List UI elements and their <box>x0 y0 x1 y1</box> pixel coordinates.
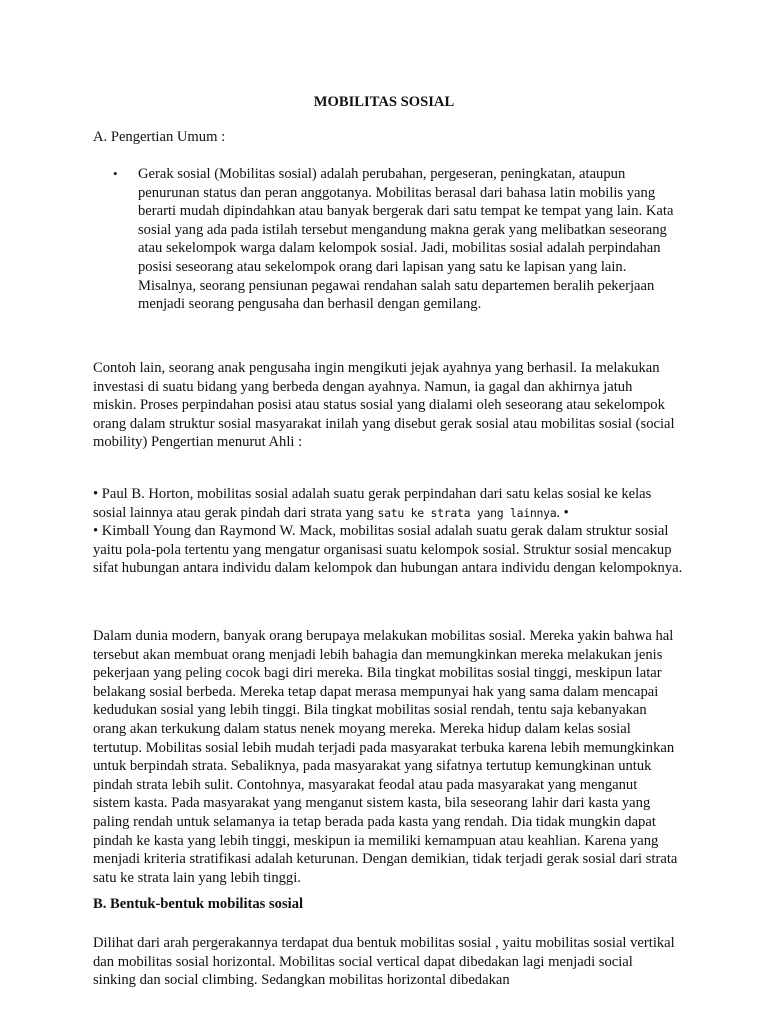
bullet-marker: • <box>113 166 118 181</box>
expert-definition-horton <box>93 485 683 522</box>
paragraph-modern-world: Dalam dunia modern, banyak orang berupaya melakukan mobilitas sosial. Mereka yakin bahwa hal tersebut akan membuat orang menjadi lebih bahagia dan memungkinkan mereka melakukan jenis pekerjaan yang peling cocok bagi diri mereka. Bila tingkat mobilitas sosial tinggi, meskipun latar belakang sosial berbeda. Mereka tetap dapat merasa mempunyai hak yang sama dalam mencapai kedudukan sosial yang lebih tinggi. Bila tingkat mobilitas sosial rendah, tentu saja kebanyakan orang akan terkukung dalam status nenek moyang mereka. Mereka hidup dalam kelas sosial tertutup. Mobilitas sosial lebih mudah terjadi pada masyarakat terbuka karena lebih memungkinkan untuk berpindah strata. Sebaliknya, pada masyarakat yang sifatnya tertutup kemungkinan untuk pindah strata lebih sulit. Contohnya, masyarakat feodal atau pada masyarakat yang menganut sistem kasta. Pada masyarakat yang menganut sistem kasta, bila seseorang lahir dari kasta yang paling rendah untuk selamanya ia tetap berada pada kasta yang rendah. Dia tidak mungkin dapat pindah ke kasta yang lebih tinggi, meskipun ia memiliki kemampuan atau keahlian. Karena yang menjadi kriteria stratifikasi adalah keturunan. Dengan demikian, tidak terjadi gerak sosial dari strata satu ke strata lain yang lebih tinggi. <box>93 628 678 886</box>
document-title: MOBILITAS SOSIAL <box>313 94 455 110</box>
definition-bullet: Gerak sosial (Mobilitas sosial) adalah perubahan, pergeseran, peningkatan, ataupun penurunan status dan peran anggotanya. Mobilitas berasal dari bahasa latin mobilis yang berarti mudah dipindahkan atau banyak bergerak dari satu tempat ke tempat yang lain. Kata sosial yang ada pada istilah tersebut mengandung makna gerak yang melibatkan seseorang atau sekelompok warga dalam kelompok sosial. Jadi, mobilitas sosial adalah perpindahan posisi seseorang atau sekelompok orang dari lapisan yang satu ke lapisan yang lain. Misalnya, seorang pensiunan pegawai rendahan salah satu departemen beralih pekerjaan menjadi seorang pengusaha dan berhasil dengan gemilang. <box>138 166 674 313</box>
expert-definition-horton-tail: satu ke strata yang lainnya <box>377 505 557 520</box>
section-a-heading: A. Pengertian Umum : <box>93 129 226 145</box>
expert-definitions-list <box>93 485 683 578</box>
expert-definition-young-mack: • Kimball Young dan Raymond W. Mack, mobilitas sosial adalah suatu gerak dalam struktur sosial yaitu pola-pola tertentu yang mengatur organisasi suatu kelompok sosial. Struktur sosial mencakup sifat hubungan antara individu dalam kelompok dan hubungan antara individu dengan kelompoknya. <box>93 523 683 577</box>
paragraph-forms: Dilihat dari arah pergerakannya terdapat dua bentuk mobilitas sosial , yaitu mobilitas sosial vertikal dan mobilitas sosial horizontal. Mobilitas social vertical dapat dibedakan lagi menjadi social sinking dan social climbing. Sedangkan mobilitas horizontal dibedakan <box>93 935 675 989</box>
paragraph-example: Contoh lain, seorang anak pengusaha ingin mengikuti jejak ayahnya yang berhasil. Ia melakukan investasi di suatu bidang yang berbeda dengan ayahnya. Namun, ia gagal dan akhirnya jatuh miskin. Proses perpindahan posisi atau status sosial yang dialami oleh seseorang atau sekelompok orang dalam struktur sosial masyarakat inilah yang disebut gerak sosial atau mobilitas sosial (social mobility) Pengertian menurut Ahli : <box>93 360 675 451</box>
expert-definition-horton-text: • Paul B. Horton, mobilitas sosial adalah suatu gerak perpindahan dari satu kelas sosial ke kelas sosial lainnya atau gerak pindah dari strata yang <box>93 486 652 521</box>
expert-definition-horton-end: . • <box>556 504 569 521</box>
section-b-heading: B. Bentuk-bentuk mobilitas sosial <box>93 896 304 912</box>
